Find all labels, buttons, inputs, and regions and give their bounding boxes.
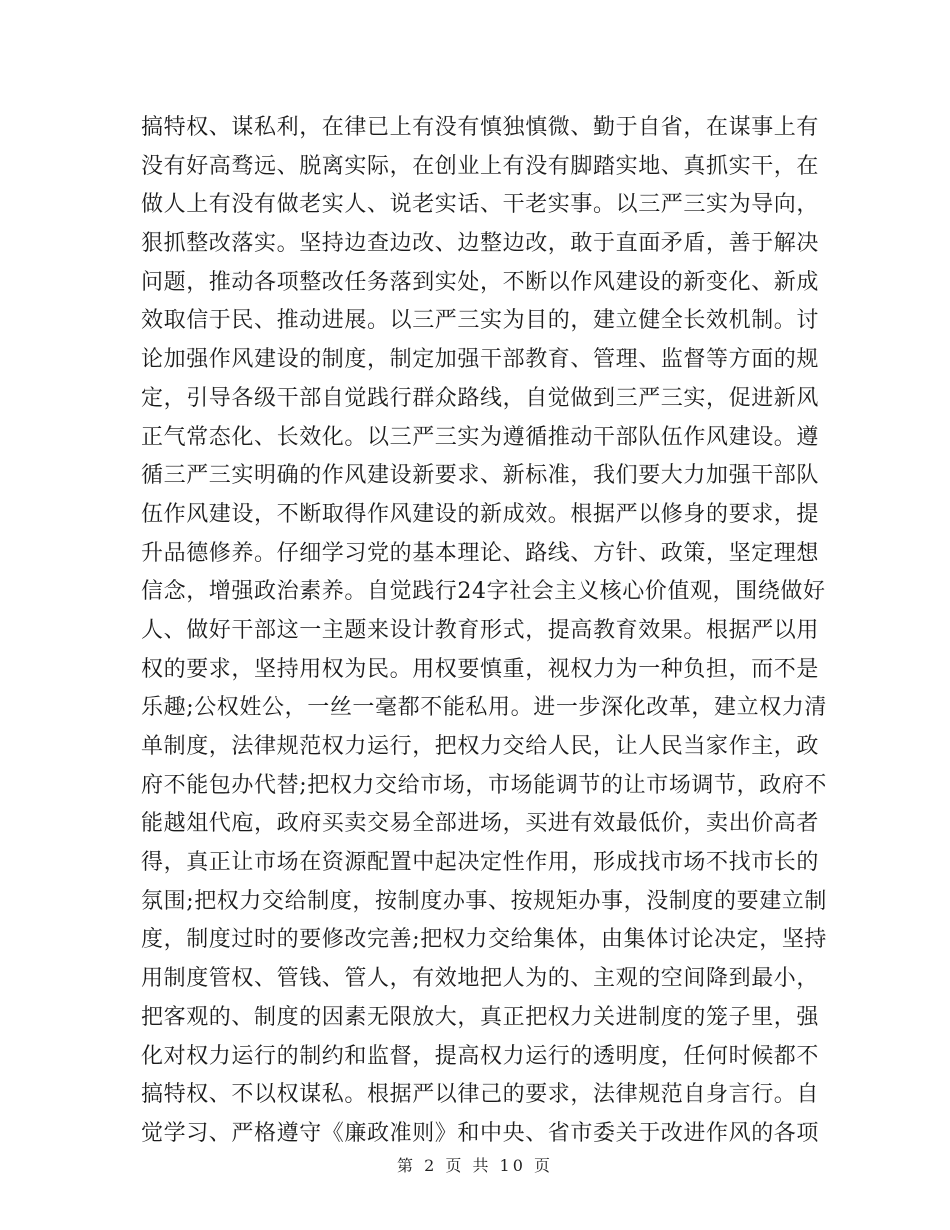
text-line: 得，真正让市场在资源配置中起决定性作用，形成找市场不找市长的 xyxy=(141,850,820,876)
text-line: 循三严三实明确的作风建设新要求、新标准，我们要大力加强干部队 xyxy=(141,463,820,489)
page-footer: 第 2 页 共 10 页 xyxy=(397,1156,553,1175)
text-line: 府不能包办代替;把权力交给市场，市场能调节的让市场调节，政府不 xyxy=(141,772,828,798)
text-line: 信念，增强政治素养。自觉践行24字社会主义核心价值观，围绕做好 xyxy=(141,579,826,605)
text-line: 升品德修养。仔细学习党的基本理论、路线、方针、政策，坚定理想 xyxy=(141,540,820,566)
text-line: 效取信于民、推动进展。以三严三实为目的，建立健全长效机制。讨 xyxy=(141,308,820,334)
text-line: 把客观的、制度的因素无限放大，真正把权力关进制度的笼子里，强 xyxy=(141,1004,820,1030)
text-line: 能越俎代庖，政府买卖交易全部进场，买进有效最低价，卖出价高者 xyxy=(141,811,820,837)
text-line: 狠抓整改落实。坚持边查边改、边整边改，敢于直面矛盾，善于解决 xyxy=(141,231,820,257)
text-line: 用制度管权、管钱、管人，有效地把人为的、主观的空间降到最小， xyxy=(141,966,820,992)
text-line: 乐趣;公权姓公，一丝一毫都不能私用。进一步深化改革，建立权力清 xyxy=(141,695,828,721)
text-line: 人、做好干部这一主题来设计教育形式，提高教育效果。根据严以用 xyxy=(141,617,820,643)
text-line: 定，引导各级干部自觉践行群众路线，自觉做到三严三实，促进新风 xyxy=(141,385,820,411)
text-line: 觉学习、严格遵守《廉政准则》和中央、省市委关于改进作风的各项 xyxy=(141,1120,820,1146)
body-text xyxy=(141,109,828,1154)
text-line: 伍作风建设，不断取得作风建设的新成效。根据严以修身的要求，提 xyxy=(141,501,820,527)
text-line: 权的要求，坚持用权为民。用权要慎重，视权力为一种负担，而不是 xyxy=(141,656,820,682)
text-line: 单制度，法律规范权力运行，把权力交给人民，让人民当家作主，政 xyxy=(141,734,820,759)
text-line: 化对权力运行的制约和监督，提高权力运行的透明度，任何时候都不 xyxy=(141,1043,820,1069)
text-line: 氛围;把权力交给制度，按制度办事、按规矩办事，没制度的要建立制 xyxy=(141,888,828,914)
text-line: 正气常态化、长效化。以三严三实为遵循推动干部队伍作风建设。遵 xyxy=(141,424,820,450)
text-line: 做人上有没有做老实人、说老实话、干老实事。以三严三实为导向， xyxy=(141,192,820,218)
text-line: 搞特权、谋私利，在律已上有没有慎独慎微、勤于自省，在谋事上有 xyxy=(141,115,820,140)
text-line: 搞特权、不以权谋私。根据严以律己的要求，法律规范自身言行。自 xyxy=(141,1082,820,1108)
text-line: 没有好高骛远、脱离实际，在创业上有没有脚踏实地、真抓实干，在 xyxy=(141,153,820,179)
text-line: 问题，推动各项整改任务落到实处，不断以作风建设的新变化、新成 xyxy=(141,269,820,295)
text-line: 论加强作风建设的制度，制定加强干部教育、管理、监督等方面的规 xyxy=(141,347,820,373)
text-line: 度，制度过时的要修改完善;把权力交给集体，由集体讨论决定，坚持 xyxy=(141,927,828,953)
